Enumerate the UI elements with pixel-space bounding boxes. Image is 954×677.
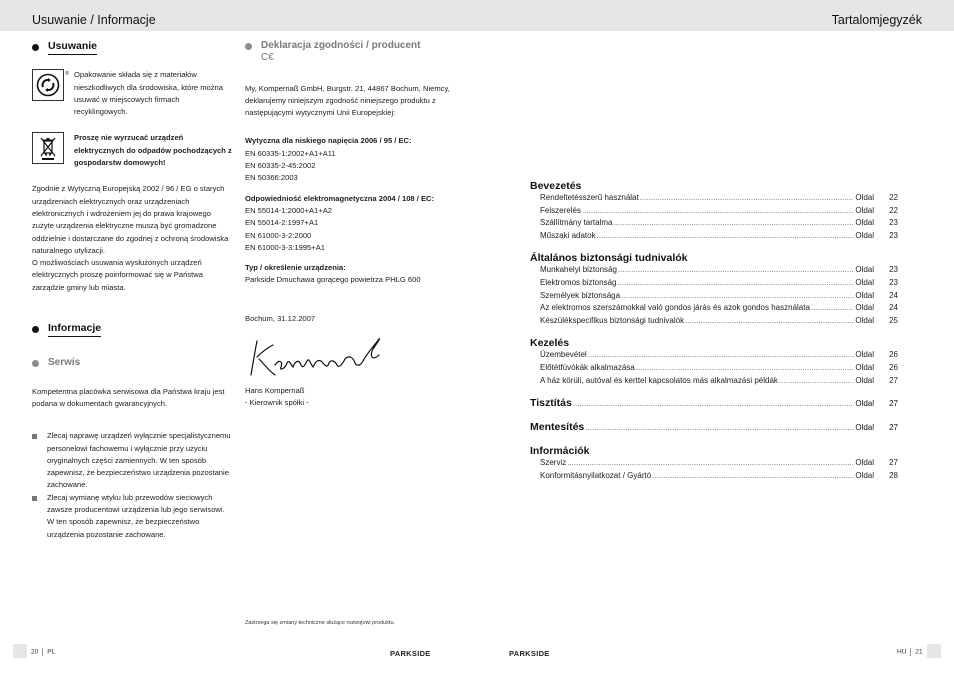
toc-section-heading: Információk — [530, 445, 590, 458]
declaration-date: Bochum, 31.12.2007 — [245, 313, 316, 323]
emc-item: EN 61000-3-2:2000 — [245, 230, 312, 240]
language-code-left: PL — [47, 648, 56, 656]
signer-name: Hans Kompernaß — [245, 386, 305, 396]
toc-entry: Szerviz ..... Oldal 27 — [530, 457, 898, 470]
footer-left-pagination — [31, 648, 55, 656]
toc-entry: Előtétfúvókák alkalmazása ..... Oldal 26 — [530, 362, 898, 375]
square-bullet-icon — [32, 496, 37, 501]
weee-row — [32, 132, 232, 169]
toc-entry: Műszaki adatok ..... Oldal 23 — [530, 230, 898, 243]
footer-corner-box-right — [927, 644, 941, 658]
emc-item: EN 55014-2:1997+A1 — [245, 218, 319, 228]
disposal-info-text: O możliwościach usuwania wysłużonych urządzeń elektrycznych proszę poinformować się w Państwa zarządzie gminy lub miasta. — [32, 258, 203, 292]
parkside-logo-left: PARKSIDE — [390, 649, 431, 658]
list-item: Zlecaj wymianę wtyku lub przewodów sieciowych zawsze producentowi urządzenia lub jego serwisowi. W ten sposób zapewnisz, że bezpieczeństwo urządzenia pozostanie zachowane. — [32, 492, 232, 541]
low-voltage-title: Wytyczna dla niskiego napięcia 2006 / 95 / EC: — [245, 136, 412, 146]
low-voltage-item: EN 60335-1:2002+A1+A11 — [245, 148, 336, 158]
ce-mark: C€ — [261, 52, 274, 64]
bullet-icon — [245, 43, 252, 50]
toc-section-row: Tisztítás ..... Oldal 27 — [530, 396, 898, 411]
toc-section-heading: Kezelés — [530, 337, 570, 350]
bullet-icon — [32, 326, 39, 333]
page-number-right: 21 — [915, 648, 923, 656]
toc-entry: Személyek biztonsága ..... Oldal 24 — [530, 290, 898, 303]
toc-entry: Konformitásnyilatkozat / Gyártó ..... Oldal 28 — [530, 470, 898, 483]
device-type-value: Parkside Dmuchawa gorącego powietrza PHLG 600 — [245, 275, 421, 285]
toc-entry: A ház körüli, autóval és kerttel kapcsolatos más alkalmazási példák ..... Oldal 27 — [530, 375, 898, 388]
recycling-icon: ® — [32, 69, 64, 101]
signer-role: - Kierownik spółki - — [245, 398, 309, 408]
table-of-contents — [530, 180, 898, 482]
declaration-intro: My, Kompernaß GmbH, Burgstr. 21, 44867 Bochum, Niemcy, deklarujemy niniejszym zgodność niniejszego produktu z następującymi wytycznymi Unii Europejskiej: — [245, 83, 450, 118]
left-column — [32, 40, 232, 541]
emc-title: Odpowiedniość elektromagnetyczna 2004 / 108 / EC: — [245, 193, 435, 203]
packaging-text: Opakowanie składa się z materiałów nieszkodliwych dla środowiska, które można usuwać w miejscowych firmach recyklingowych. — [74, 70, 223, 117]
toc-section-heading: Bevezetés — [530, 180, 582, 192]
serwis-heading: Serwis — [32, 357, 232, 371]
page-number-left: 20 — [31, 648, 39, 656]
footer-right-pagination — [897, 648, 923, 656]
toc-entry: Rendeltetésszerű használat ..... Oldal 22 — [530, 192, 898, 205]
emc-item: EN 55014-1:2000+A1+A2 — [245, 205, 332, 215]
square-bullet-icon — [32, 434, 37, 439]
language-code-right: HU — [897, 648, 907, 656]
technical-changes-note: Zastrzega się zmiany techniczne służące rozwojowi produktu. — [245, 620, 396, 626]
low-voltage-item: EN 50366:2003 — [245, 173, 298, 183]
directive-text: Zgodnie z Wytyczną Europejską 2002 / 96 / EG o starych urządzeniach elektrycznych oraz urządzeniach elektronicznych i wdrożeniem jej do prawa krajowego zużyte urządzenia elektryczne muszą być gromadzone oddzielnie i dostarczane do zgodnej z ochroną środowiska naturalnego utylizacji. — [32, 184, 229, 255]
header-right-title: Tartalomjegyzék — [831, 13, 922, 27]
toc-section-heading: Általános biztonsági tudnivalók — [530, 252, 688, 265]
weee-warning-text: Proszę nie wyrzucać urządzeń elektrycznych do odpadów pochodzących z gospodarstw domowych! — [74, 133, 232, 168]
packaging-row — [32, 69, 232, 118]
device-type-title: Typ / określenie urządzenia: — [245, 263, 346, 273]
informacje-heading: Informacje — [32, 322, 232, 337]
toc-entry: Felszerelés ..... Oldal 22 — [530, 205, 898, 218]
crossed-bin-icon — [32, 132, 64, 164]
header-left-title: Usuwanie / Informacje — [32, 13, 156, 27]
toc-entry: Az elektromos szerszámokkal való gondos járás és azok gondos használata ..... Oldal 24 — [530, 302, 898, 315]
emc-item: EN 61000-3-3:1995+A1 — [245, 242, 326, 252]
toc-entry: Szállítmány tartalma ..... Oldal 23 — [530, 217, 898, 230]
bullet-icon — [32, 44, 39, 51]
middle-column — [245, 40, 465, 410]
parkside-logo-right: PARKSIDE — [509, 649, 550, 658]
declaration-heading: Deklaracja zgodności / producent C€ — [245, 40, 465, 67]
bullet-icon — [32, 360, 39, 367]
list-item: Zlecaj naprawę urządzeń wyłącznie specjalistycznemu personelowi fachowemu i wyłącznie przy użyciu oryginalnych części zamiennych. W ten sposób zapewnisz, że bezpieczeństwo urządzenia pozostanie zachowane. — [32, 430, 232, 491]
toc-section-row: Mentesítés ..... Oldal 27 — [530, 420, 898, 435]
footer-corner-box-left — [13, 644, 27, 658]
signature-image — [245, 335, 465, 379]
toc-entry: Elektromos biztonság ..... Oldal 23 — [530, 277, 898, 290]
low-voltage-item: EN 60335-2-45:2002 — [245, 161, 316, 171]
toc-entry: Üzembevétel ..... Oldal 26 — [530, 349, 898, 362]
toc-entry: Munkahelyi biztonság ..... Oldal 23 — [530, 264, 898, 277]
toc-entry: Készülékspecifikus biztonsági tudnivalók ..... Oldal 25 — [530, 315, 898, 328]
usuwanie-heading: Usuwanie — [32, 40, 232, 55]
serwis-text: Kompetentna placówka serwisowa dla Państwa kraju jest podana w dokumentach gwarancyjnych. — [32, 386, 225, 408]
